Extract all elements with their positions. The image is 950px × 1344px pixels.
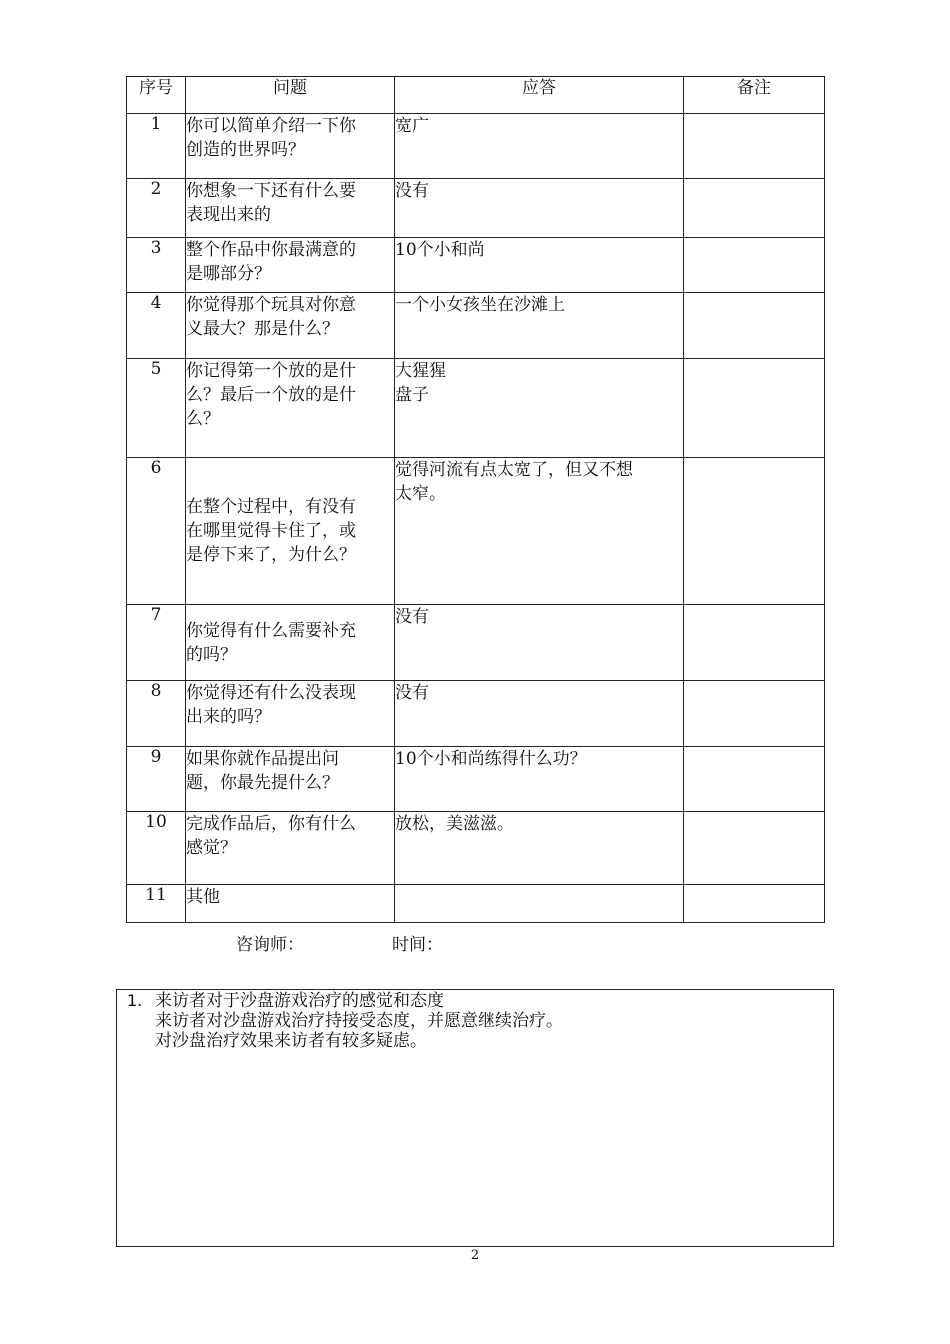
question-cell [186,885,395,923]
question-text: 你可以简单介绍一下你 [186,116,356,136]
note-cell [684,747,825,812]
notes-line: 来访者对沙盘游戏治疗持接受态度，并愿意继续治疗。 [155,1011,563,1031]
question-text: 整个作品中你最满意的 [186,240,356,260]
answer-cell [395,812,684,885]
row-number: 5 [127,359,186,458]
answer-cell [395,114,684,179]
answer-text: 一个小女孩坐在沙滩上 [395,295,565,315]
table-row [127,681,825,747]
header-answer: 应答 [395,77,684,114]
note-cell [684,293,825,359]
table-row [127,114,825,179]
row-number: 4 [127,293,186,359]
time-label: 时间： [392,935,443,955]
row-number: 6 [127,458,186,605]
question-text: 感觉？ [186,838,237,858]
answer-text: 没有 [395,683,429,703]
answer-cell [395,681,684,747]
question-text: 创造的世界吗？ [186,140,305,160]
answer-text: 觉得河流有点太宽了，但又不想 [395,460,633,480]
answer-cell [395,747,684,812]
question-cell [186,238,395,293]
table-row [127,238,825,293]
question-text: 义最大？那是什么？ [186,319,339,339]
question-text: 在整个过程中，有没有 [186,497,356,517]
answer-cell [395,458,684,605]
note-cell [684,179,825,238]
answer-text: 大猩猩 [395,361,446,381]
question-cell [186,812,395,885]
question-text: 其他 [186,887,220,907]
notes-heading: 来访者对于沙盘游戏治疗的感觉和态度 [155,991,444,1011]
question-text: 出来的吗？ [186,707,271,727]
question-cell [186,359,395,458]
question-cell [186,458,395,605]
answer-cell [395,293,684,359]
table-header-row [127,77,825,114]
answer-cell [395,605,684,681]
note-cell [684,885,825,923]
notes-item-number: 1. [127,991,143,1010]
answer-text: 盘子 [395,385,429,405]
interview-table [126,76,825,923]
note-cell [684,605,825,681]
answer-cell [395,885,684,923]
note-cell [684,812,825,885]
table-row [127,885,825,923]
question-cell [186,605,395,681]
table-row [127,458,825,605]
answer-text: 太窄。 [395,484,446,504]
table-row [127,747,825,812]
question-text: 你觉得有什么需要补充 [186,620,356,641]
table-row [127,293,825,359]
row-number: 11 [127,885,186,923]
note-cell [684,359,825,458]
header-number: 序号 [127,77,186,114]
table-row [127,359,825,458]
row-number: 10 [127,812,186,885]
question-cell [186,179,395,238]
table-row [127,179,825,238]
question-text: 在哪里觉得卡住了，或 [186,521,356,541]
question-text: 如果你就作品提出问 [186,749,339,769]
question-cell [186,681,395,747]
notes-box [116,989,834,1247]
page-number: 2 [470,1248,480,1263]
answer-text: 宽广 [395,116,429,136]
row-number: 7 [127,605,186,681]
question-text: 完成作品后，你有什么 [186,814,356,834]
question-cell [186,747,395,812]
answer-cell [395,179,684,238]
answer-text: 没有 [395,607,429,627]
answer-text: 10个小和尚练得什么功？ [395,749,587,769]
note-cell [684,114,825,179]
row-number: 9 [127,747,186,812]
table-row [127,812,825,885]
answer-cell [395,359,684,458]
answer-text: 放松，美滋滋。 [395,814,514,834]
notes-line: 对沙盘治疗效果来访者有较多疑虑。 [155,1031,427,1051]
question-text: 是哪部分？ [186,264,271,284]
question-text: 你想象一下还有什么要 [186,181,356,201]
table-row [127,605,825,681]
answer-text: 没有 [395,181,429,201]
signature-line [0,930,950,954]
row-number: 8 [127,681,186,747]
question-text: 的吗？ [186,644,237,665]
note-cell [684,681,825,747]
row-number: 1 [127,114,186,179]
question-text: 你记得第一个放的是什 [186,361,356,381]
question-text: 你觉得那个玩具对你意 [186,295,356,315]
counselor-label: 咨询师： [236,935,304,955]
header-note: 备注 [684,77,825,114]
question-text: 是停下来了，为什么？ [186,545,356,565]
note-cell [684,238,825,293]
question-text: 你觉得还有什么没表现 [186,683,356,703]
question-text: 表现出来的 [186,205,271,225]
note-cell [684,458,825,605]
question-cell [186,293,395,359]
row-number: 2 [127,179,186,238]
row-number: 3 [127,238,186,293]
question-text: 题，你最先提什么？ [186,773,339,793]
answer-text: 10个小和尚 [395,240,485,260]
question-cell [186,114,395,179]
answer-cell [395,238,684,293]
header-question: 问题 [186,77,395,114]
question-text: 么？ [186,409,220,429]
question-text: 么？最后一个放的是什 [186,385,356,405]
